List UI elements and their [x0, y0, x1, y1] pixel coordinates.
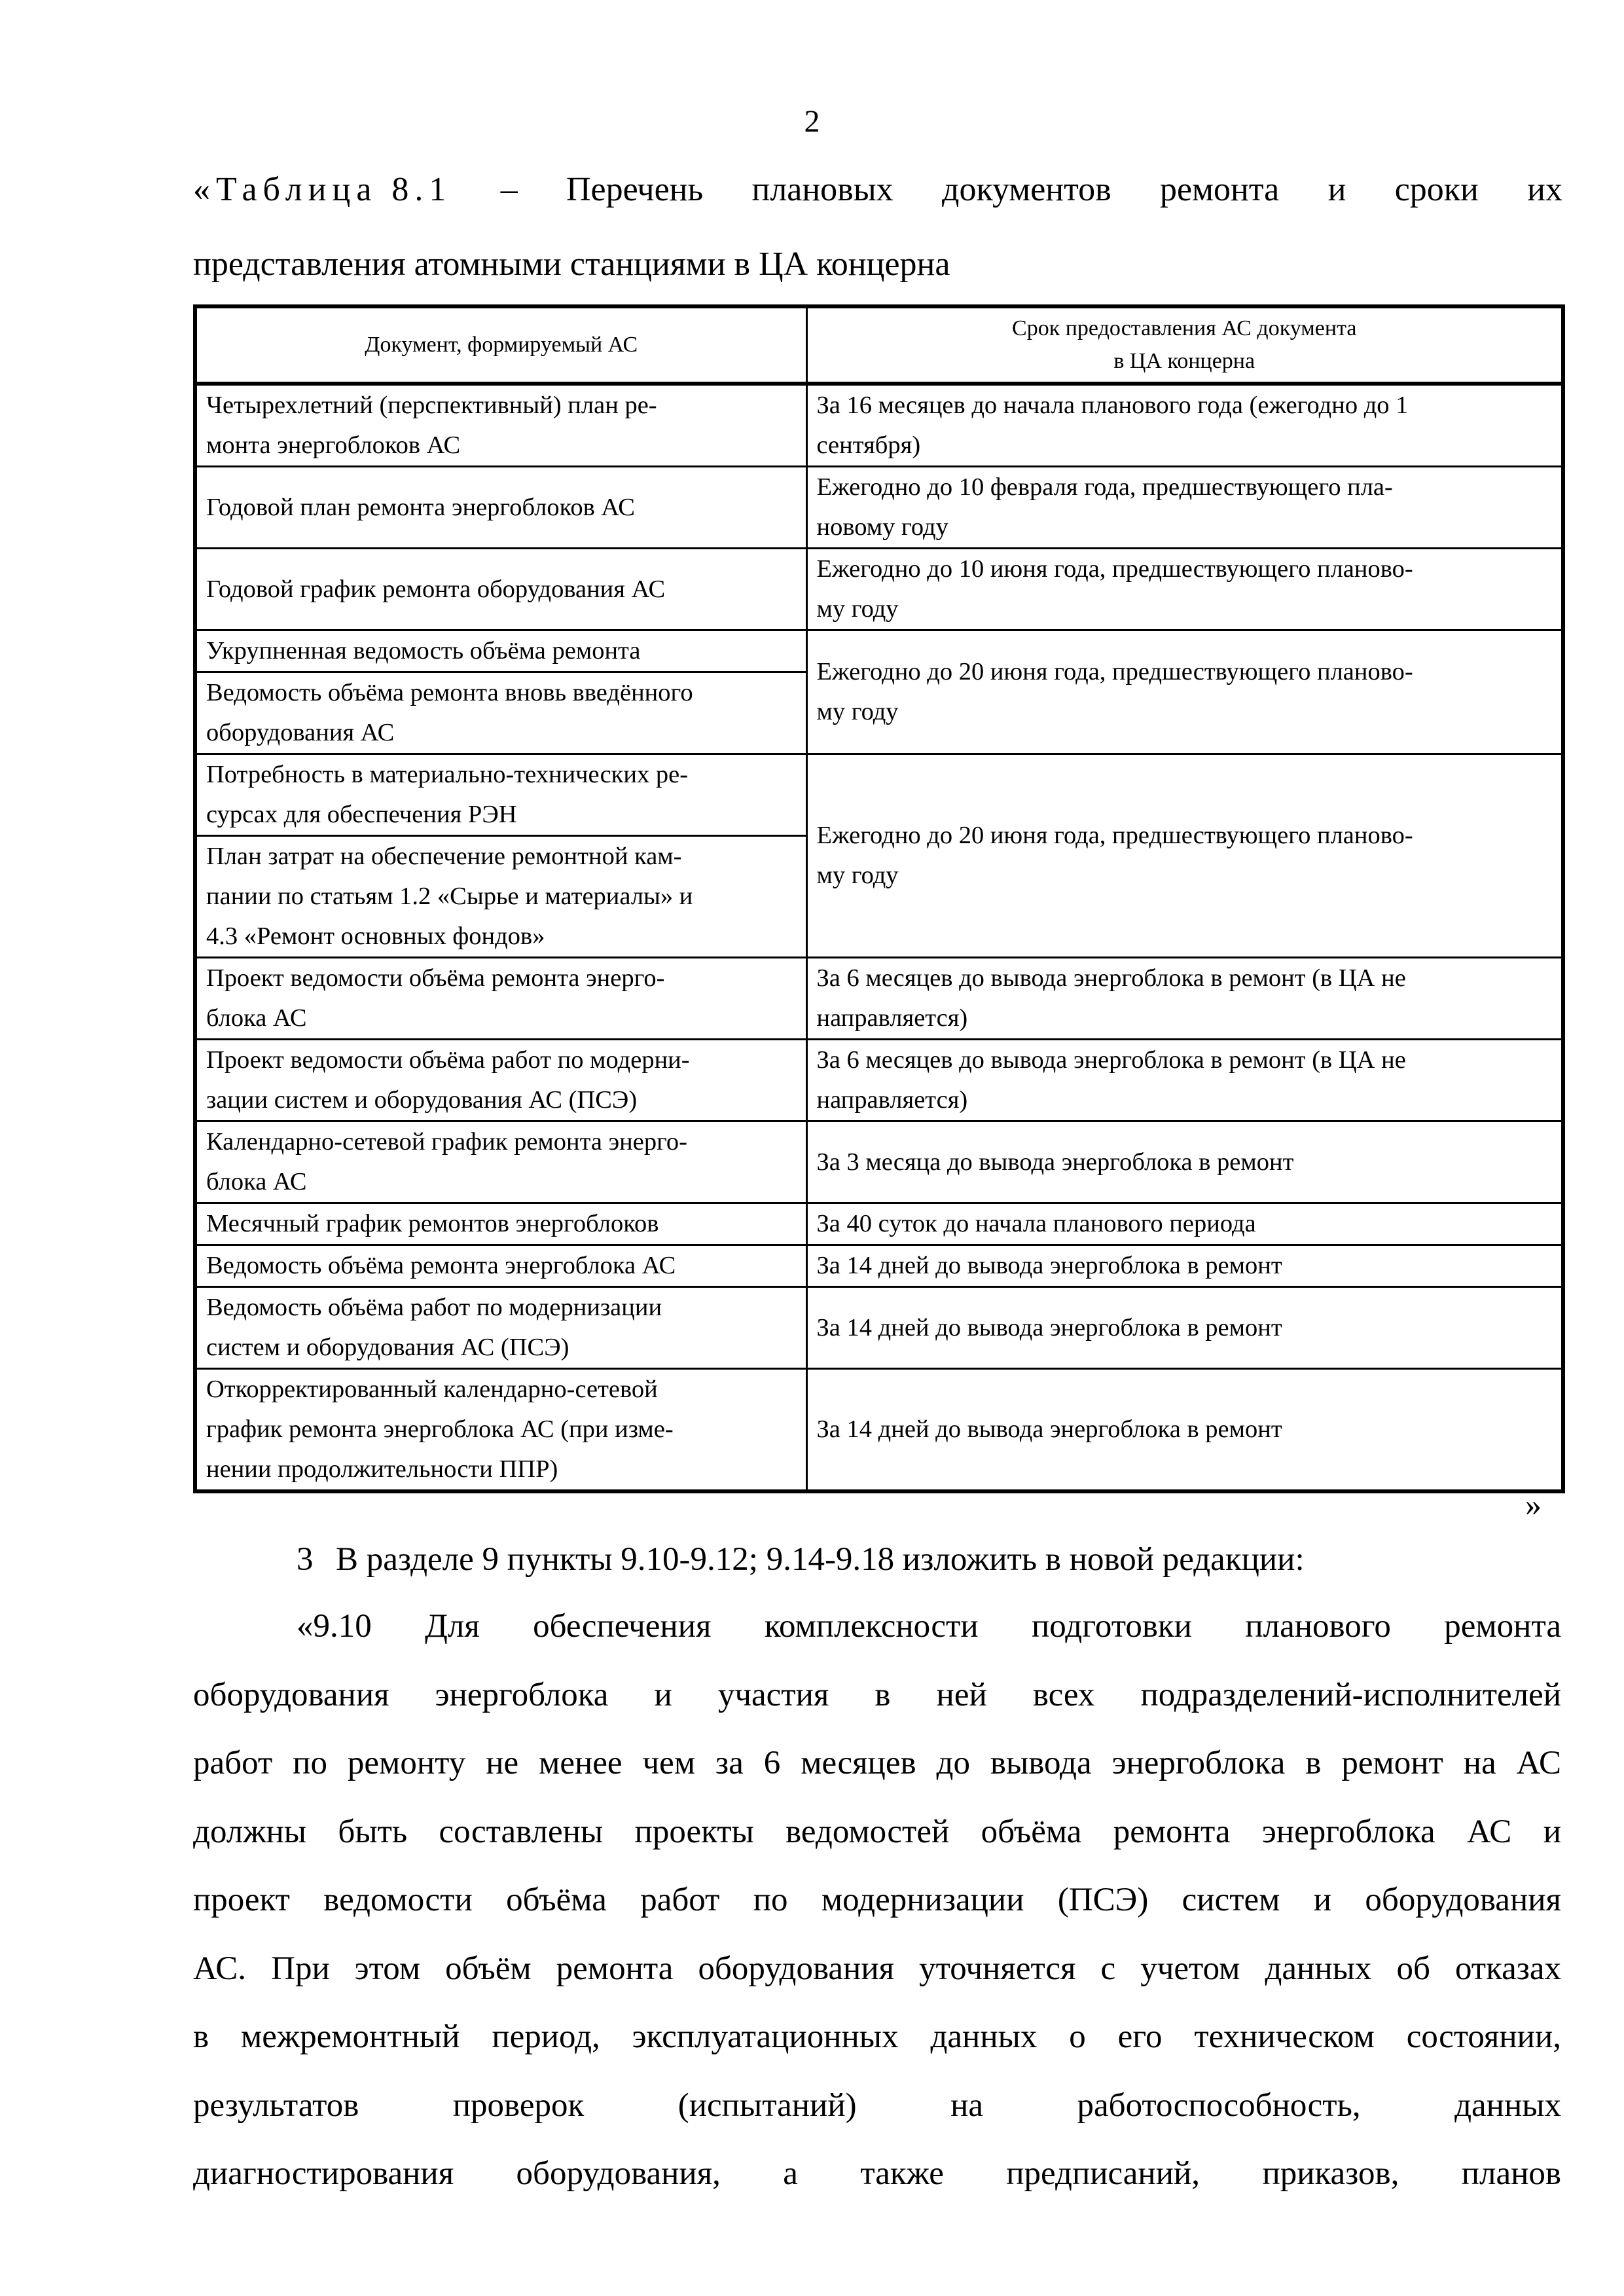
- cell-document: [195, 384, 806, 467]
- cell-document: [195, 1040, 806, 1121]
- cell-document: [195, 958, 806, 1040]
- cell-line: Календарно-сетевой график ремонта энерго-: [206, 1128, 687, 1156]
- cell-line: направляется): [816, 1086, 968, 1114]
- cell-line: блока АС: [206, 1004, 307, 1032]
- cell-line: Годовой график ремонта оборудования АС: [206, 575, 666, 603]
- paragraph-line: проект ведомости объёма работ по модернизации (ПСЭ) систем и оборудования: [193, 1882, 1561, 1918]
- cell-line: нении продолжительности ППР): [206, 1455, 558, 1483]
- cell-deadline: [806, 467, 1563, 549]
- table-row: [195, 549, 1563, 630]
- table-row: [195, 1245, 1563, 1287]
- cell-line: монта энергоблоков АС: [206, 431, 461, 459]
- table-caption-line-2: представления атомными станциями в ЦА концерна: [193, 246, 950, 283]
- cell-deadline: [806, 1203, 1563, 1245]
- cell-deadline: [806, 754, 1563, 958]
- cell-line: направляется): [816, 1004, 968, 1032]
- header-deadline-line: Срок предоставления АС документа: [1012, 316, 1357, 340]
- paragraph-line: АС. При этом объём ремонта оборудования уточняется с учетом данных об отказах: [193, 1950, 1561, 1987]
- header-deadline: [806, 306, 1563, 384]
- cell-line: Ведомость объёма ремонта вновь введённого: [206, 679, 693, 706]
- cell-line: сурсах для обеспечения РЭН: [206, 801, 517, 828]
- cell-line: Ведомость объёма ремонта энергоблока АС: [206, 1252, 676, 1279]
- caption-word: документов: [941, 171, 1111, 208]
- table-row: [195, 754, 1563, 836]
- cell-document: [195, 467, 806, 549]
- cell-line: Месячный график ремонтов энергоблоков: [206, 1210, 659, 1237]
- caption-word: «Таблица 8.1: [193, 171, 452, 208]
- paragraph-line: «9.10 Для обеспечения комплексности подготовки планового ремонта: [297, 1608, 1561, 1645]
- planning-documents-table: [193, 304, 1565, 1493]
- paragraph-line: должны быть составлены проекты ведомостей объёма ремонта энергоблока АС и: [193, 1813, 1561, 1850]
- cell-line: За 14 дней до вывода энергоблока в ремонт: [816, 1415, 1282, 1443]
- cell-line: План затрат на обеспечение ремонтной кам-: [206, 843, 682, 870]
- caption-word: –: [500, 171, 518, 208]
- cell-line: Четырехлетний (перспективный) план ре-: [206, 392, 657, 419]
- paragraph-line: работ по ремонту не менее чем за 6 месяцев до вывода энергоблока в ремонт на АС: [193, 1745, 1561, 1781]
- cell-line: Проект ведомости объёма ремонта энерго-: [206, 964, 665, 992]
- table-row: [195, 958, 1563, 1040]
- cell-document: [195, 1369, 806, 1492]
- cell-line: му году: [816, 595, 899, 623]
- table-row: [195, 1203, 1563, 1245]
- cell-document: [195, 1245, 806, 1287]
- caption-word: сроки: [1394, 171, 1479, 208]
- caption-word: плановых: [751, 171, 893, 208]
- cell-document: [195, 672, 806, 754]
- table-row: [195, 1287, 1563, 1369]
- cell-document: [195, 549, 806, 630]
- cell-deadline: [806, 1040, 1563, 1121]
- table-caption-line-1: [193, 169, 1562, 211]
- cell-line: За 16 месяцев до начала планового года (ежегодно до 1: [816, 392, 1409, 419]
- cell-line: Ежегодно до 20 июня года, предшествующего планово-: [816, 822, 1413, 849]
- cell-deadline: [806, 549, 1563, 630]
- cell-document: [195, 1287, 806, 1369]
- table-row: [195, 467, 1563, 549]
- paragraph-line: диагностирования оборудования, а также предписаний, приказов, планов: [193, 2155, 1561, 2192]
- list-item-3: [297, 1525, 1560, 1594]
- cell-document: [195, 754, 806, 836]
- table-row: [195, 384, 1563, 467]
- table-header-row: [195, 306, 1563, 384]
- cell-line: За 40 суток до начала планового периода: [816, 1210, 1256, 1237]
- cell-line: Годовой план ремонта энергоблоков АС: [206, 493, 635, 521]
- cell-line: Ежегодно до 10 февраля года, предшествующего пла-: [816, 473, 1393, 501]
- cell-deadline: [806, 1287, 1563, 1369]
- cell-line: му году: [816, 698, 899, 725]
- cell-document: [195, 836, 806, 958]
- table-row: [195, 630, 1563, 672]
- cell-line: сентября): [816, 431, 921, 459]
- cell-line: Потребность в материально-технических ре-: [206, 761, 689, 788]
- cell-line: За 6 месяцев до вывода энергоблока в ремонт (в ЦА не: [816, 964, 1406, 992]
- cell-line: За 3 месяца до вывода энергоблока в ремонт: [816, 1148, 1294, 1176]
- cell-line: Укрупненная ведомость объёма ремонта: [206, 637, 641, 665]
- header-document: Документ, формируемый АС: [195, 306, 806, 384]
- cell-line: оборудования АС: [206, 719, 395, 746]
- table-row: [195, 1040, 1563, 1121]
- cell-deadline: [806, 1245, 1563, 1287]
- paragraph-9-10: [193, 1592, 1561, 2208]
- cell-line: Проект ведомости объёма работ по модерни-: [206, 1046, 690, 1074]
- cell-document: [195, 1203, 806, 1245]
- cell-line: За 6 месяцев до вывода энергоблока в ремонт (в ЦА не: [816, 1046, 1406, 1074]
- cell-deadline: [806, 1369, 1563, 1492]
- cell-line: пании по статьям 1.2 «Сырье и материалы» и: [206, 883, 693, 910]
- paragraph-line: результатов проверок (испытаний) на работоспособность, данных: [193, 2086, 1561, 2124]
- cell-line: систем и оборудования АС (ПСЭ): [206, 1334, 569, 1361]
- cell-deadline: [806, 958, 1563, 1040]
- cell-line: Откорректированный календарно-сетевой: [206, 1376, 658, 1403]
- cell-deadline: [806, 1121, 1563, 1203]
- item-number: 3: [297, 1541, 314, 1578]
- caption-word: их: [1527, 171, 1562, 208]
- table-row: [195, 1121, 1563, 1203]
- cell-document: [195, 1121, 806, 1203]
- closing-quote: »: [1525, 1486, 1542, 1523]
- cell-line: зации систем и оборудования АС (ПСЭ): [206, 1086, 638, 1114]
- cell-line: За 14 дней до вывода энергоблока в ремонт: [816, 1313, 1282, 1341]
- cell-document: [195, 630, 806, 672]
- item-text: В разделе 9 пункты 9.10-9.12; 9.14-9.18 изложить в новой редакции:: [336, 1541, 1305, 1578]
- cell-line: му году: [816, 862, 899, 889]
- paragraph-line: в межремонтный период, эксплуатационных данных о его техническом состоянии,: [193, 2018, 1561, 2055]
- cell-line: Ведомость объёма работ по модернизации: [206, 1294, 662, 1321]
- cell-deadline: [806, 630, 1563, 754]
- caption-word: Перечень: [566, 171, 704, 208]
- cell-deadline: [806, 384, 1563, 467]
- cell-line: новому году: [816, 513, 948, 541]
- caption-word: и: [1327, 171, 1346, 208]
- caption-word: ремонта: [1160, 171, 1280, 208]
- cell-line: блока АС: [206, 1168, 307, 1195]
- cell-line: Ежегодно до 10 июня года, предшествующего планово-: [816, 555, 1413, 583]
- header-deadline-line: в ЦА концерна: [1113, 349, 1255, 373]
- cell-line: Ежегодно до 20 июня года, предшествующего планово-: [816, 658, 1413, 685]
- table-row: [195, 1369, 1563, 1492]
- cell-line: график ремонта энергоблока АС (при изме-: [206, 1415, 674, 1443]
- cell-line: 4.3 «Ремонт основных фондов»: [206, 922, 545, 950]
- cell-line: За 14 дней до вывода энергоблока в ремонт: [816, 1252, 1282, 1279]
- page-number: 2: [804, 104, 820, 139]
- paragraph-line: оборудования энергоблока и участия в ней всех подразделений-исполнителей: [193, 1676, 1561, 1713]
